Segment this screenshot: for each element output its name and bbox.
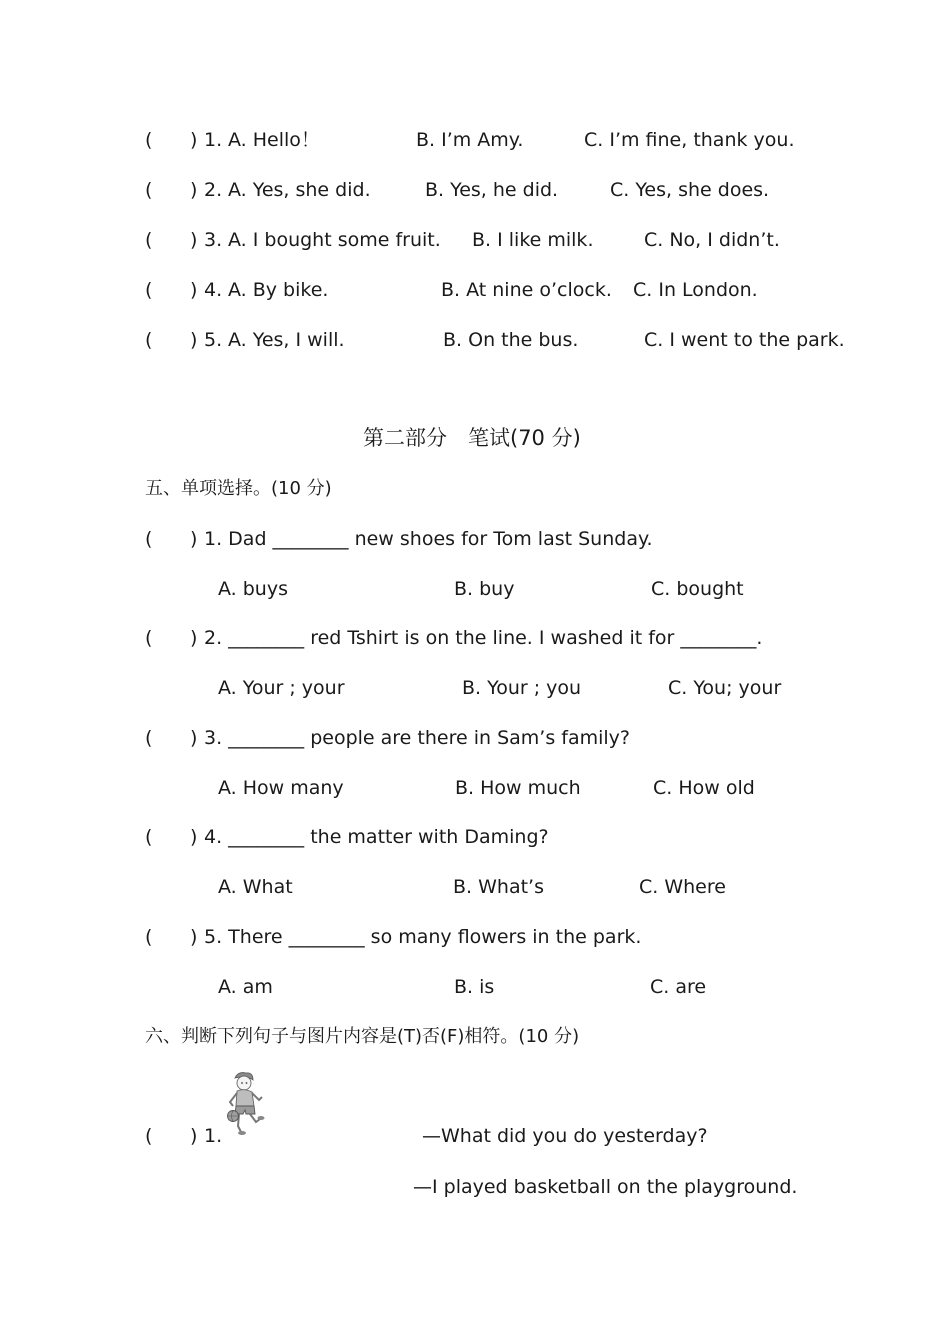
option-b: B. At nine o’clock. <box>441 279 612 301</box>
question-number: 1. <box>204 129 223 151</box>
option-a: A. buys <box>218 578 288 600</box>
option-a: A. What <box>218 876 293 898</box>
answer-paren-open: ( <box>145 129 153 151</box>
answer-paren-close: ) <box>190 329 198 351</box>
answer-paren-close: ) <box>190 279 198 301</box>
option-a: A. Yes, she did. <box>228 179 371 201</box>
boy-playing-basketball-icon <box>222 1070 270 1138</box>
answer-paren-open: ( <box>145 179 153 201</box>
answer-paren-close: ) <box>190 727 198 749</box>
option-b: B. On the bus. <box>443 329 579 351</box>
option-b: B. What’s <box>453 876 544 898</box>
question-stem: 2. ________ red Tshirt is on the line. I washed it for ________. <box>204 627 763 649</box>
option-a: A. By bike. <box>228 279 329 301</box>
answer-paren-open: ( <box>145 229 153 251</box>
part-two-title: 第二部分 笔试(70 分) <box>363 426 581 450</box>
option-a: A. Your ; your <box>218 677 345 699</box>
answer-paren-close: ) <box>190 179 198 201</box>
question-number: 1. <box>204 1125 223 1147</box>
option-c: C. No, I didn’t. <box>644 229 780 251</box>
answer-paren-open: ( <box>145 627 153 649</box>
answer-paren-open: ( <box>145 826 153 848</box>
answer-paren-open: ( <box>145 528 153 550</box>
answer-paren-close: ) <box>190 627 198 649</box>
answer-paren-close: ) <box>190 229 198 251</box>
option-c: C. Where <box>639 876 726 898</box>
option-c: C. How old <box>653 777 755 799</box>
question-stem: 3. ________ people are there in Sam’s family? <box>204 727 630 749</box>
dialogue-line-1: —What did you do yesterday? <box>422 1125 708 1147</box>
answer-paren-open: ( <box>145 279 153 301</box>
question-stem: 5. There ________ so many flowers in the park. <box>204 926 642 948</box>
question-stem: 4. ________ the matter with Daming? <box>204 826 549 848</box>
option-c: C. I went to the park. <box>644 329 845 351</box>
answer-paren-close: ) <box>190 129 198 151</box>
option-a: A. I bought some fruit. <box>228 229 441 251</box>
option-c: C. You; your <box>668 677 782 699</box>
option-c: C. are <box>650 976 707 998</box>
answer-paren-open: ( <box>145 329 153 351</box>
question-number: 4. <box>204 279 223 301</box>
answer-paren-open: ( <box>145 1125 153 1147</box>
answer-paren-close: ) <box>190 926 198 948</box>
option-b: B. buy <box>454 578 515 600</box>
question-number: 2. <box>204 179 223 201</box>
option-b: B. I like milk. <box>472 229 594 251</box>
question-number: 3. <box>204 229 223 251</box>
option-b: B. I’m Amy. <box>416 129 524 151</box>
option-a: A. Hello！ <box>228 129 320 151</box>
answer-paren-close: ) <box>190 528 198 550</box>
answer-paren-close: ) <box>190 826 198 848</box>
option-b: B. Your ; you <box>462 677 582 699</box>
option-c: C. Yes, she does. <box>610 179 770 201</box>
option-b: B. Yes, he did. <box>425 179 559 201</box>
option-a: A. How many <box>218 777 344 799</box>
question-number: 5. <box>204 329 223 351</box>
dialogue-line-2: —I played basketball on the playground. <box>413 1176 798 1198</box>
option-a: A. am <box>218 976 273 998</box>
option-a: A. Yes, I will. <box>228 329 345 351</box>
option-b: B. How much <box>455 777 581 799</box>
option-c: C. In London. <box>633 279 758 301</box>
option-c: C. I’m fine, thank you. <box>584 129 795 151</box>
answer-paren-close: ) <box>190 1125 198 1147</box>
answer-paren-open: ( <box>145 926 153 948</box>
section-6-title: 六、判断下列句子与图片内容是(T)否(F)相符。(10 分) <box>145 1026 580 1047</box>
answer-paren-open: ( <box>145 727 153 749</box>
option-b: B. is <box>454 976 495 998</box>
section-5-title: 五、单项选择。(10 分) <box>145 478 332 499</box>
option-c: C. bought <box>651 578 744 600</box>
question-stem: 1. Dad ________ new shoes for Tom last Sunday. <box>204 528 653 550</box>
